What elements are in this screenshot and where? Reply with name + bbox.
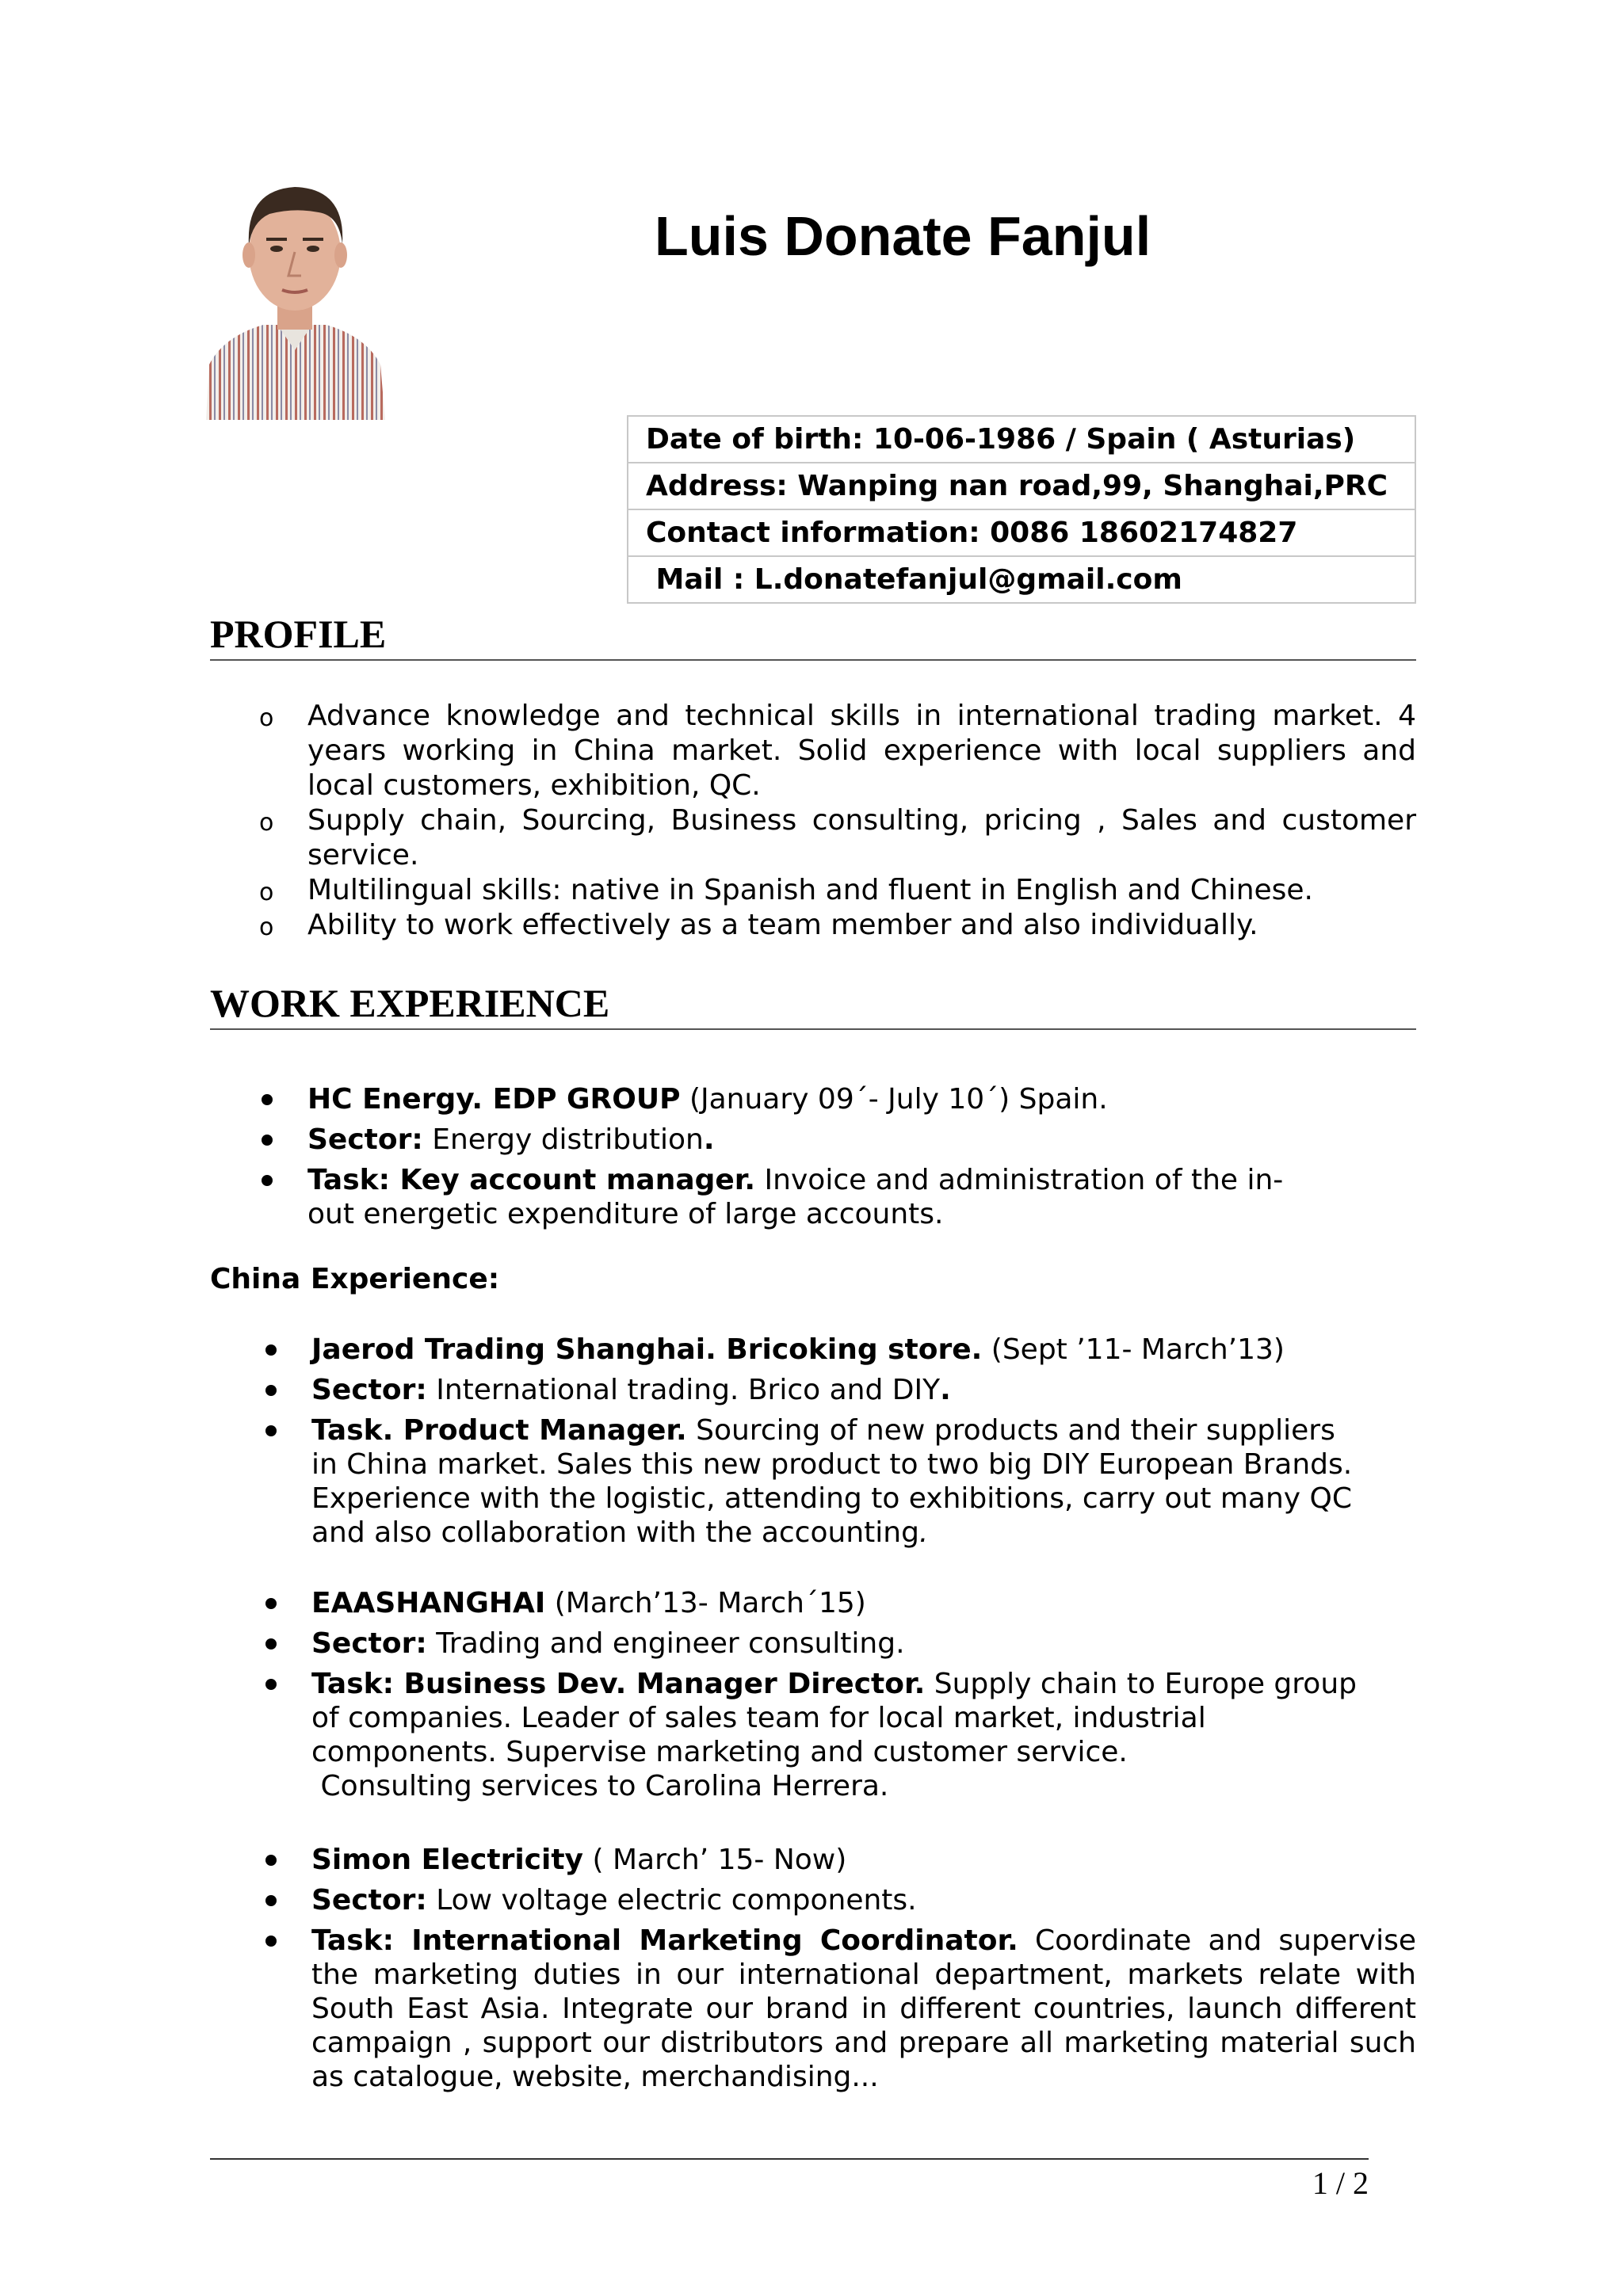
job-task <box>258 1413 1416 1550</box>
task-text: Coordinate and supervise the marketing duties in our international department, markets relate with South East Asia. Integrate our brand in different countries, launch different campaign , support our distributors and prepare all marketing material such as catalogue, website, merchandising... <box>311 1924 1416 2093</box>
job-sector <box>258 1883 1416 1917</box>
job-jaerod <box>258 1333 1416 1556</box>
profile-rule <box>210 659 1416 661</box>
page-number: 1 / 2 <box>1312 2165 1369 2201</box>
profile-heading: PROFILE <box>210 612 387 656</box>
candidate-name: Luis Donate Fanjul <box>655 205 1151 267</box>
company-name: Simon Electricity <box>311 1844 584 1876</box>
job-company <box>258 1843 1416 1877</box>
footer-rule <box>210 2158 1369 2160</box>
mail-info: Mail : L.donatefanjul@gmail.com <box>628 556 1415 603</box>
work-heading: WORK EXPERIENCE <box>210 981 610 1025</box>
job-dates: (March’13- March´15) <box>545 1587 866 1619</box>
profile-photo <box>200 166 390 420</box>
task-text: Sourcing of new products and their suppliers in China market. Sales this new product to two big DIY European Brands. Experience with the logistic, attending to exhibitions, carry out many QC and also collaboration with the accounting <box>311 1414 1353 1549</box>
sector-label: Sector: <box>307 1123 423 1156</box>
task-text: Invoice and administration of the in-out energetic expenditure of large accounts. <box>307 1164 1284 1230</box>
sector-end: . <box>703 1123 715 1156</box>
address-info: Address: Wanping nan road,99, Shanghai,PRC <box>628 463 1415 509</box>
phone-info: Contact information: 0086 18602174827 <box>628 509 1415 556</box>
contact-info-table <box>627 415 1416 604</box>
job-task <box>258 1667 1416 1803</box>
sector-text: Low voltage electric components. <box>426 1884 917 1917</box>
list-item: o Supply chain, Sourcing, Business consulting, pricing , Sales and customer service. <box>254 803 1416 873</box>
task-extra: Consulting services to Carolina Herrera. <box>311 1770 889 1802</box>
job-dates: ( March’ 15- Now) <box>583 1844 847 1876</box>
job-task <box>254 1163 1416 1231</box>
task-text: Supply chain to Europe group of companies. Leader of sales team for local market, industrial components. Supervise marketing and customer service. <box>311 1668 1357 1768</box>
birth-info: Date of birth: 10-06-1986 / Spain ( Asturias) <box>628 416 1415 463</box>
profile-list <box>254 699 1416 943</box>
task-label: Task: Key account manager. <box>307 1164 756 1196</box>
sector-text: Energy distribution <box>422 1123 704 1156</box>
job-dates: (Sept ’11- March’13) <box>982 1333 1285 1366</box>
sector-text: Trading and engineer consulting. <box>426 1627 905 1660</box>
sector-end: . <box>940 1374 951 1406</box>
sector-label: Sector: <box>311 1884 427 1917</box>
job-task <box>258 1924 1416 2094</box>
job-company <box>254 1082 1416 1116</box>
job-sector <box>258 1627 1416 1661</box>
job-dates: (January 09´- July 10´) Spain. <box>680 1083 1108 1116</box>
sector-label: Sector: <box>311 1627 427 1660</box>
work-rule <box>210 1028 1416 1030</box>
task-label: Task. Product Manager. <box>311 1414 687 1447</box>
list-item: o Ability to work effectively as a team member and also individually. <box>254 908 1416 943</box>
list-item: o Multilingual skills: native in Spanish and fluent in English and Chinese. <box>254 873 1416 908</box>
job-company <box>258 1333 1416 1367</box>
task-end: . <box>918 1516 929 1549</box>
company-name: Jaerod Trading Shanghai. Bricoking store. <box>311 1333 983 1366</box>
job-company <box>258 1586 1416 1620</box>
job-hc-energy <box>254 1082 1416 1238</box>
list-item: o Advance knowledge and technical skills in international trading market. 4 years working in China market. Solid experience with local suppliers and local customers, exhibition, QC. <box>254 699 1416 803</box>
sector-label: Sector: <box>311 1374 427 1406</box>
china-experience-heading: China Experience: <box>210 1263 500 1295</box>
job-sector <box>258 1373 1416 1407</box>
company-name: EAASHANGHAI <box>311 1587 546 1619</box>
job-eaashanghai <box>258 1586 1416 1810</box>
job-simon-electricity <box>258 1843 1416 2100</box>
job-sector <box>254 1123 1416 1157</box>
task-label: Task: International Marketing Coordinator. <box>311 1924 1018 1957</box>
company-name: HC Energy. EDP GROUP <box>307 1083 681 1116</box>
task-label: Task: Business Dev. Manager Director. <box>311 1668 926 1700</box>
sector-text: International trading. Brico and DIY <box>426 1374 941 1406</box>
